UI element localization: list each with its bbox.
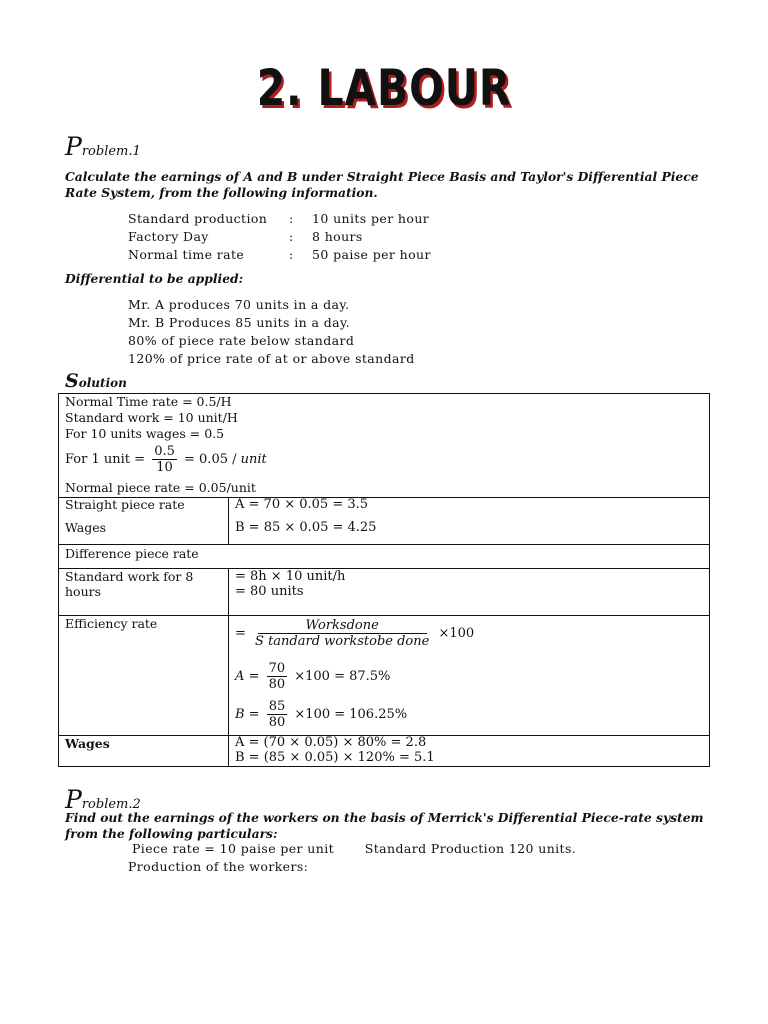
efficiency-rate-label: Efficiency rate: [65, 616, 158, 631]
differential-item: Mr. A produces 70 units in a day.: [128, 297, 350, 312]
fraction-numerator: 70: [268, 661, 286, 676]
info-value: 10 units per hour: [312, 211, 430, 226]
info-label: Standard production: [128, 211, 268, 226]
table-divider: [59, 544, 709, 545]
differential-list: [128, 296, 415, 368]
problem-1-heading-initial: P: [65, 132, 82, 161]
differential-heading: Differential to be applied:: [65, 271, 244, 286]
table-column-divider: [228, 568, 229, 767]
table-column-divider: [228, 497, 229, 544]
wages-calc-b: B = (85 × 0.05) × 120% = 5.1: [235, 750, 435, 765]
production-of-workers: Production of the workers:: [128, 859, 309, 874]
problem-1-heading-rest: roblem.1: [81, 144, 141, 159]
standard-work-label-line2: hours: [65, 584, 102, 599]
piece-rate-line: [132, 840, 576, 858]
straight-piece-rate-label: Straight piece rate: [65, 497, 185, 512]
straight-calc-a: A = 70 × 0.05 = 3.5: [235, 497, 369, 512]
problem-2-question: Find out the earnings of the workers on the basis of Merrick's Differential Piece-rate system from the following particulars:: [65, 810, 704, 841]
info-sep: :: [289, 211, 294, 226]
problem-2-heading-initial: P: [65, 785, 82, 814]
efficiency-b-prefix: B =: [235, 707, 260, 722]
problem-2-heading-rest: roblem.2: [81, 797, 141, 812]
efficiency-a-suffix: ×100 = 87.5%: [294, 669, 391, 684]
fraction-numerator: Worksdone: [258, 618, 427, 634]
intro-normal-piece-rate: Normal piece rate = 0.05/unit: [65, 480, 256, 495]
page-title: 2. LABOUR: [256, 59, 512, 117]
intro-normal-time-rate: Normal Time rate = 0.5/H: [65, 394, 232, 409]
fraction-denominator: 80: [268, 677, 286, 692]
info-sep: :: [289, 229, 294, 244]
formula-suffix: = 0.05 /: [184, 452, 237, 467]
formula-times: ×100: [438, 626, 475, 641]
fraction: [253, 618, 431, 649]
straight-calc-b: B = 85 × 0.05 = 4.25: [235, 520, 377, 535]
formula-equals: =: [235, 626, 246, 641]
fraction-numerator: 85: [268, 699, 286, 714]
differential-item: Mr. B Produces 85 units in a day.: [128, 315, 351, 330]
solution-heading-rest: olution: [78, 376, 127, 390]
problem-1-heading: [65, 132, 141, 161]
fraction-denominator: 80: [268, 715, 286, 730]
fraction: [267, 699, 288, 730]
piece-rate: Piece rate = 10 paise per unit: [132, 841, 335, 856]
fraction: [267, 661, 288, 692]
standard-work-value-line1: = 8h × 10 unit/h: [235, 569, 346, 584]
formula-prefix: For 1 unit =: [65, 452, 146, 467]
fraction: [152, 444, 177, 475]
formula-unit: unit: [240, 452, 267, 467]
intro-10-units-wages: For 10 units wages = 0.5: [65, 426, 225, 441]
efficiency-a-prefix: A =: [235, 669, 260, 684]
solution-table: [58, 393, 710, 767]
efficiency-a: [235, 661, 390, 692]
fraction-denominator: 10: [156, 460, 173, 475]
solution-heading: [65, 370, 127, 392]
difference-piece-rate-label: Difference piece rate: [65, 546, 199, 561]
differential-item: 80% of piece rate below standard: [128, 333, 355, 348]
solution-heading-initial: S: [65, 370, 79, 392]
efficiency-b-suffix: ×100 = 106.25%: [294, 707, 408, 722]
info-sep: :: [289, 247, 294, 262]
info-label: Normal time rate: [128, 247, 245, 262]
standard-work-value-line2: = 80 units: [235, 584, 304, 599]
differential-item: 120% of price rate of at or above standard: [128, 351, 415, 366]
wages-calc-a: A = (70 × 0.05) × 80% = 2.8: [235, 735, 427, 750]
standard-production: Standard Production 120 units.: [364, 841, 577, 856]
intro-standard-work: Standard work = 10 unit/H: [65, 410, 238, 425]
wages-label: Wages: [65, 736, 110, 751]
standard-work-label-line1: Standard work for 8: [65, 569, 194, 584]
problem-1-question: Calculate the earnings of A and B under Straight Piece Basis and Taylor's Differential Piece Rate System, from the following information.: [65, 169, 699, 200]
efficiency-formula: [235, 618, 474, 649]
fraction-denominator: S tandard workstobe done: [255, 634, 430, 649]
straight-wages-label: Wages: [65, 520, 107, 535]
info-value: 50 paise per hour: [312, 247, 431, 262]
info-label: Factory Day: [128, 229, 209, 244]
info-value: 8 hours: [312, 229, 363, 244]
fraction-numerator: 0.5: [154, 444, 175, 459]
intro-1-unit-formula: [65, 444, 267, 475]
efficiency-b: [235, 699, 407, 730]
